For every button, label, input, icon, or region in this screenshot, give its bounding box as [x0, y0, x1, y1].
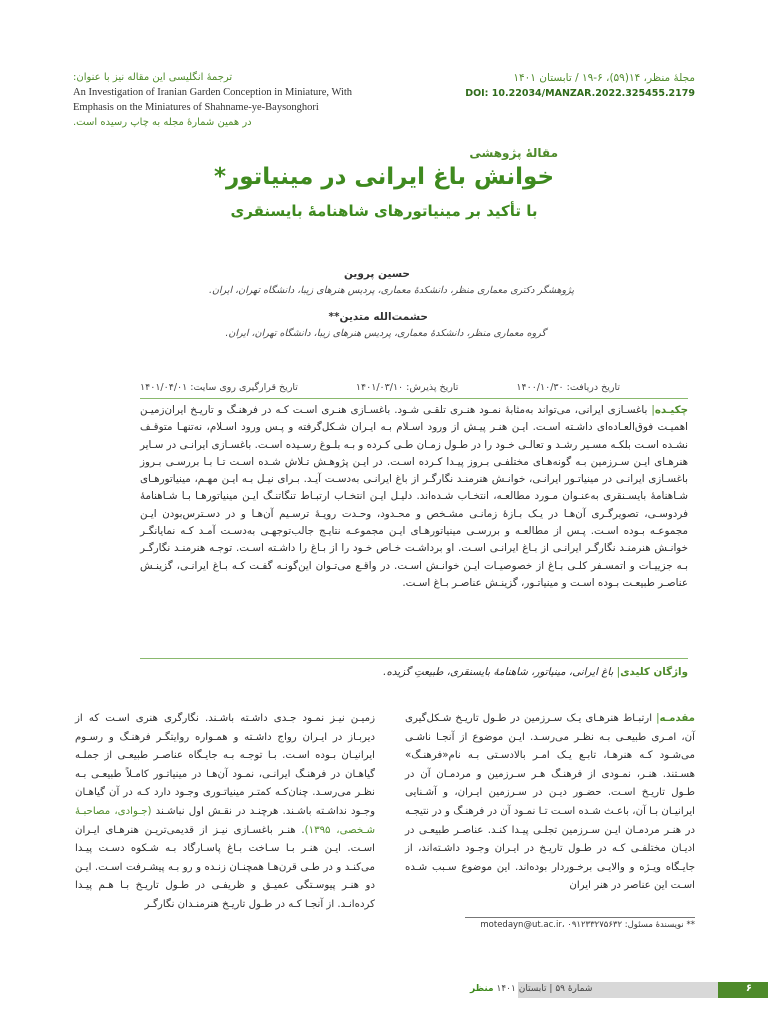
footnote-divider — [465, 917, 695, 918]
keywords: واژگان کلیدی| باغ ایرانی، مینیاتور، شاهنامهٔ بایسنقری، طبیعتِ گزیده. — [383, 666, 688, 678]
journal-header — [395, 70, 695, 102]
abstract-text: باغسـازی ایرانی، می‌تواند به‌مثابهٔ نمـود هنـری تلقـی شـود. باغسـازی هنـری اسـت کـه در فرهنـگ و تاریـخ ایران‌زمیـن اهمیـت فوق‌العـاده‌ای داشـته اسـت. ایـن هنـر پیـش از ورود اسـلام بـه ایـران شـکل‌گرفته و پـس ورود اسـلام، نه‌تنهـا متوقـف نشـده اسـت بلکـه مسـیر رشـد و تعالـی خـود را در طـول زمـان طـی کـرده و بـه بلـوغ رسـیده اسـت. باغسـازی ایرانـی در سـایر هنرهـای ایـن سـرزمین بـه گونه‌هـای مختلفـی بـروز پیـدا کـرده اسـت. در ایـن پژوهـش تـلاش شـده اسـت تـا بـا بررسـی بـروز باغسـازی ایرانـی در مینیاتـور ایرانـی، خوانـش هنرمنـد نگارگـر از باغ ایرانـی به‌دسـت آیـد. بـرای نیـل بـه ایـن مهـم، مینیاتورهـای شـاهنامهٔ بایسـنقری به‌عنـوان مـورد مطالعـه، انتخـاب شـده‌اند. دلیـل ایـن انتخـاب ارتبـاط تنگاتنـگ ایـن مینیاتورهـا بـا شـاهنامهٔ فردوسـی، تصویرگـری آن‌هـا در یـک بـازهٔ زمانـی مشـخص و محـدود، وحـدت رویـهٔ ترسـیم آن‌هـا و در دسـترس‌بودن ایـن مجموعـه بـوده اسـت. پـس از مطالعـه و بررسـی مینیاتورهـای ایـن مجموعـه نتایـج جالب‌توجهـی به‌دسـت آمـد کـه نمایانگـر خوانـش هنرمنـد نگارگـر ایرانـی از بـاغ ایرانـی اسـت. او برداشـت خـاص خـود را از بـاغ را داشـته اسـت. توجـه هنرمنـد نگارگـر بـه جزییـات و اتمسـفر کلـی بـاغ از خصوصیـات ایـن خوانـش اسـت. در واقـع می‌تـوان این‌گونـه گفـت کـه بـاغ ایرانـی، گزینـش عناصـر طبیعـت بـوده اسـت و مینیاتـور، گزینـش عناصـر بـاغ اسـت. — [140, 404, 688, 589]
date-accepted: تاریخ پذیرش: ۱۴۰۱/۰۳/۱۰ — [355, 382, 459, 393]
keywords-text: باغ ایرانی، مینیاتور، شاهنامهٔ بایسنقری، طبیعتِ گزیده. — [383, 666, 614, 678]
page-number-badge — [718, 982, 768, 998]
date-received: تاریخ دریافت: ۱۴۰۰/۱۰/۳۰ — [516, 382, 620, 393]
body-text: زمیـن نیـز نمـود جـدی داشـته باشـند. نگارگری هنری اسـت که از دیربـاز در ایـران رواج داشـته و همـواره روایتگـر فرهنـگ و رسـوم ایرانیـان بـوده اسـت. بـا توجـه بـه جایـگاه عناصـر طبیعـی از جملـه گیاهـان در فرهنـگ ایرانـی، نمـود آن‌هـا در مینیاتـور کامـلاً طبیعـی بـه نظـر می‌رسـد. چنان‌کـه کمتـر مینیاتـوری وجـود دارد کـه در آن گیاهـان وجـود نداشـته باشـند. هرچنـد در نقـش اول نباشـند — [75, 713, 375, 817]
page-number: ۶ — [745, 983, 752, 994]
author-affiliation: گروه معماری منظر، دانشکدهٔ معماری، پردیس هنرهای زیبا، دانشگاه تهران، ایران. — [225, 328, 546, 339]
corresponding-author-footnote: ** نویسندهٔ مسئول: ۰۹۱۲۳۳۲۷۵۶۳۲ ،motedayn@ut.ac.ir — [480, 920, 695, 930]
translation-note-label: ترجمهٔ انگلیسی این مقاله نیز با عنوان: — [73, 72, 233, 83]
article-type: مقالهٔ پژوهشی — [469, 146, 558, 160]
body-column-left — [75, 710, 375, 915]
footer-band — [470, 982, 718, 998]
translation-note — [73, 70, 393, 130]
author-affiliation: پژوهشگر دکتری معماری منظر، دانشکدهٔ معماری، پردیس هنرهای زیبا، دانشگاه تهران، ایران. — [208, 285, 574, 296]
published-note: در همین شمارهٔ مجله به چاپ رسیده است. — [73, 117, 252, 128]
author-1-affiliation-wrap — [54, 278, 574, 297]
journal-logo: منظر — [470, 984, 494, 994]
author-name: حسین پروین — [343, 268, 410, 280]
citation: (جـوادی، مصاحبـهٔ شـخصی، ۱۳۹۵) — [75, 805, 375, 836]
footer-issue-wrap — [470, 984, 660, 994]
article-subtitle: با تأکید بر مینیاتورهای شاهنامهٔ بایسنقری — [230, 202, 538, 220]
divider — [140, 398, 688, 399]
english-title-line-2: Emphasis on the Miniatures of Shahname-ye-Baysonghori — [73, 102, 319, 113]
body-text: . هنـر باغسـازی نیـز از قدیمی‌تریـن هنرهـای ایـران اسـت. ایـن هنـر بـا سـاخت بـاغ پاسـارگاد بـه شـکوه دسـت پیـدا می‌کنـد و در طـی قرن‌هـا همچنـان زنـده و رو بـه پیشـرفت اسـت. ایـن دو هنـر پیوسـتگی عمیـق و ظریفـی در طـول تاریـخ بـا هـم پیـدا کرده‌انـد. از آنجـا کـه در طـول تاریـخ هنرمنـدان نگارگـر — [75, 824, 375, 910]
body-column-right: مقدمـه| ارتبـاط هنرهـای یـک سـرزمین در طـول تاریـخ شـکل‌گیری آن، امـری طبیعـی بـه نظـر می‌رسـد. ایـن موضوع از آنجـا ناشـی می‌شـود کـه هنرهـا، تابـع یـک امـر بالادسـتی بـه نام«فرهنـگ» هسـتند. هنـر، نمـودی از فرهنـگ هـر سـرزمین و مردمـان آن در طـول تاریـخ اسـت. حضـور دیـن در سـرزمین ایـران، و آشـنایی ایرانیـان بـا آن، باعـث شـده اسـت تـا نمـود آن در فرهنـگ و در نتیجـه در هنـر مردمـان ایـن سـرزمین تجلـی پیـدا کنـد. عناصـر طبیعـی در ادیـان مختلفـی کـه در طـول تاریـخ در ایـران وجـود داشـته‌اند، از جایـگاه ویـژه و والایـی برخـوردار بوده‌اند. این موضوع سـبب شـده اسـت این عناصر در هنر ایران — [405, 713, 695, 892]
footer-issue: شمارهٔ ۵۹ | تابستان ۱۴۰۱ — [496, 984, 593, 994]
article-title: خوانش باغ ایرانی در مینیاتور* — [213, 164, 555, 190]
page-footer — [0, 982, 768, 998]
doi-link[interactable]: DOI: 10.22034/MANZAR.2022.325455.2179 — [465, 88, 695, 99]
article-dates — [140, 382, 620, 393]
abstract-label: چکیـده — [654, 404, 688, 416]
english-title-line-1: An Investigation of Iranian Garden Conception in Miniature, With — [73, 87, 353, 98]
divider — [140, 658, 688, 659]
author-name: حشمت‌الله متدین** — [328, 311, 428, 323]
abstract: چکیـده| باغسـازی ایرانی، می‌تواند به‌مثابهٔ نمـود هنـری تلقـی شـود. باغسـازی هنـری اسـت کـه در فرهنـگ و تاریـخ ایران‌زمیـن اهمیـت فوق‌العـاده‌ای داشـته اسـت. ایـن هنـر پیـش از ورود اسـلام بـه ایـران شـکل‌گرفته و پـس ورود اسـلام، نه‌تنهـا متوقـف نشـده اسـت بلکـه مسـیر رشـد و تعالـی خـود را در طـول زمـان طـی کـرده و بـه بلـوغ رسـیده اسـت. باغسـازی ایرانـی در سـایر هنرهـای ایـن سـرزمین بـه گونه‌هـای مختلفـی بـروز پیـدا کـرده اسـت. در ایـن پژوهـش تـلاش شـده اسـت تـا بـا بررسـی بـروز باغسـازی ایرانـی در مینیاتـور ایرانـی، خوانـش هنرمنـد نگارگـر از باغ ایرانـی به‌دسـت آیـد. بـرای نیـل بـه ایـن مهـم، مینیاتورهـای شـاهنامهٔ بایسـنقری به‌عنـوان مـورد مطالعـه، انتخـاب شـده‌اند. دلیـل ایـن انتخـاب ارتبـاط تنگاتنـگ ایـن مینیاتورهـا بـا شـاهنامهٔ فردوسـی، تصویرگـری آن‌هـا در یـک بـازهٔ زمانـی مشـخص و محـدود، وحـدت رویـهٔ ترسـیم آن‌هـا و در دسـترس‌بودن ایـن مجموعـه بـوده اسـت. پـس از مطالعـه و بررسـی مینیاتورهـای ایـن مجموعـه نتایـج جالب‌توجهـی به‌دسـت آمـد کـه نمایانگـر خوانـش هنرمنـد نگارگـر ایرانـی از بـاغ ایرانـی اسـت. او برداشـت خـاص خـود را از بـاغ را داشـته اسـت. توجـه هنرمنـد نگارگـر بـه جزییـات و اتمسـفر کلـی بـاغ از خصوصیـات ایـن خوانـش اسـت. در واقـع می‌تـوان این‌گونـه گفـت کـه بـاغ ایرانـی، گزینـش عناصـر طبیعـت بـوده اسـت و مینیاتـور، گزینـش عناصـر بـاغ اسـت. — [140, 404, 688, 589]
intro-label: مقدمـه — [659, 713, 695, 724]
intro-text: ارتبـاط هنرهـای یـک سـرزمین در طـول تاریـخ شـکل‌گیری آن، امـری طبیعـی بـه نظـر می‌رسـد. ایـن موضوع از آنجـا ناشـی می‌شـود کـه هنرهـا، تابـع یـک امـر بالادسـتی بـه نام«فرهنـگ» هسـتند. هنـر، نمـودی از فرهنـگ هـر سـرزمین و مردمـان آن در طـول تاریـخ اسـت. حضـور دیـن در سـرزمین ایـران، و آشـنایی ایرانیـان بـا آن، باعـث شـده اسـت تـا نمـود آن در فرهنـگ و در نتیجـه در هنـر مردمـان ایـن سـرزمین تجلـی پیـدا کنـد. عناصـر طبیعـی در ادیـان مختلفـی کـه در طـول تاریـخ در ایـران وجـود داشـته‌اند، از جایـگاه ویـژه و والایـی برخـوردار بوده‌اند. این موضوع سـبب شـده اسـت این عناصر در هنر ایران — [405, 713, 695, 892]
journal-citation: مجلهٔ منظر، ۱۴(۵۹)، ۶-۱۹ / تابستان ۱۴۰۱ — [513, 72, 695, 84]
keywords-label: واژگان کلیدی — [620, 666, 688, 678]
date-online: تاریخ قرارگیری روی سایت: ۱۴۰۱/۰۴/۰۱ — [140, 382, 298, 393]
author-2-affiliation-wrap — [46, 321, 546, 340]
